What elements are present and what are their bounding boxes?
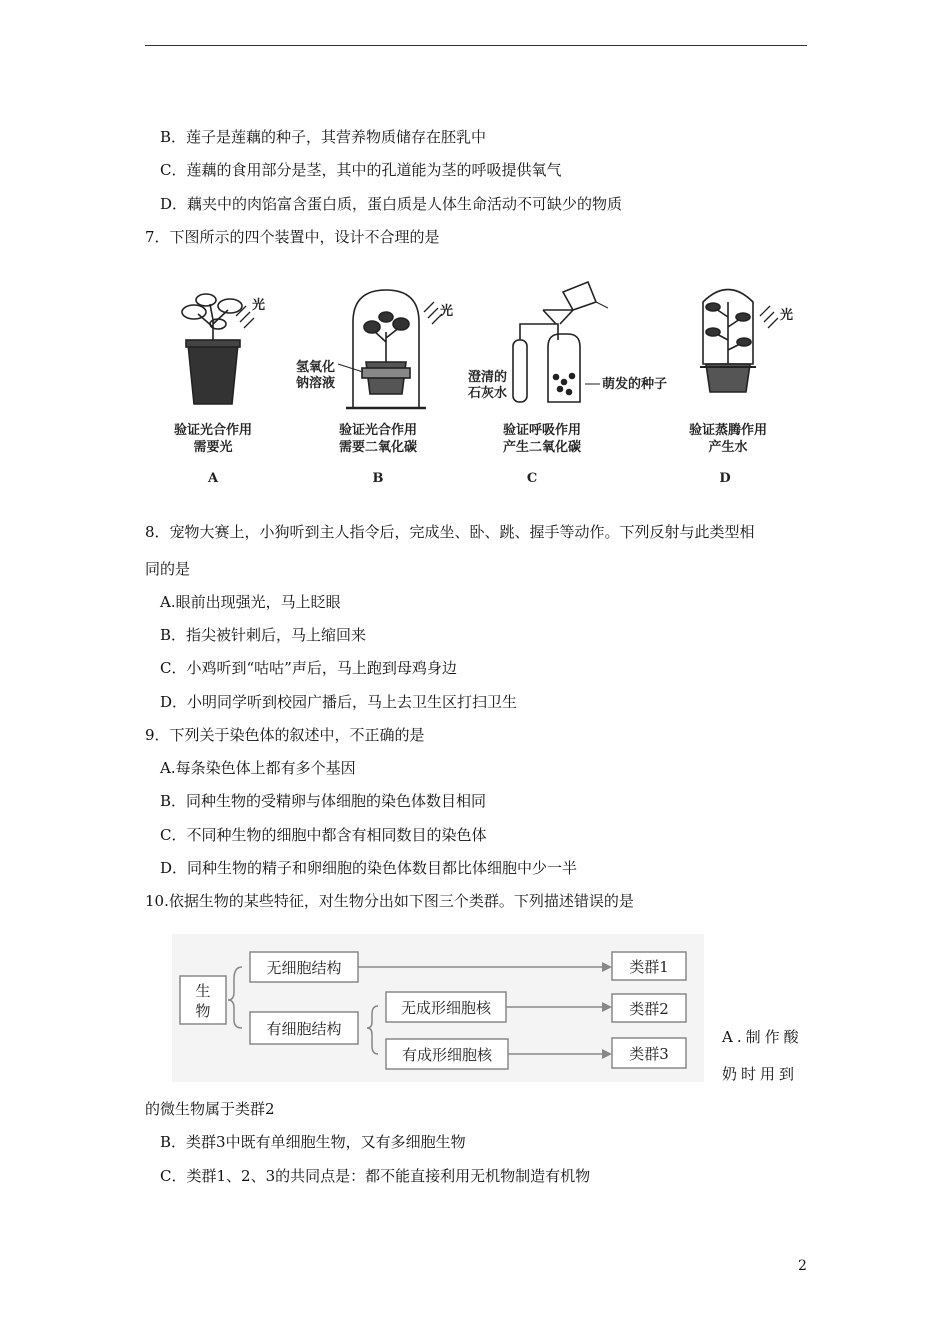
q6-option-b: B．莲子是莲藕的种子，其营养物质储存在胚乳中 (160, 128, 487, 146)
diagram-root-char2: 物 (195, 1002, 211, 1020)
q7-stem: 7．下图所示的四个装置中，设计不合理的是 (145, 228, 440, 246)
panel-a-caption2: 需要光 (193, 440, 233, 455)
q9-option-d: D．同种生物的精子和卵细胞的染色体数目都比体细胞中少一半 (160, 859, 578, 877)
diagram-no-cell-structure: 无细胞结构 (266, 959, 342, 977)
diagram-root-char1: 生 (195, 982, 211, 1000)
q10-classification-diagram (172, 934, 704, 1082)
q10-option-a-part2: 奶时用到 (722, 1065, 799, 1083)
panel-b-label1: 氢氧化 (296, 360, 336, 375)
q8-option-d: D．小明同学听到校园广播后，马上去卫生区打扫卫生 (160, 693, 518, 711)
q9-option-a: A.每条染色体上都有多个基因 (160, 759, 356, 777)
q10-option-b: B．类群3中既有单细胞生物，又有多细胞生物 (160, 1133, 466, 1151)
diagram-no-nucleus: 无成形细胞核 (400, 999, 492, 1017)
q7-apparatus-figure (148, 272, 804, 494)
panel-c-letter: C (526, 471, 538, 486)
panel-a-caption1: 验证光合作用 (173, 423, 253, 438)
panel-c-label1: 澄清的 (468, 370, 508, 385)
q9-option-c: C．不同种生物的细胞中都含有相同数目的染色体 (160, 826, 487, 844)
q6-option-c: C．莲藕的食用部分是茎，其中的孔道能为茎的呼吸提供氧气 (160, 161, 562, 179)
panel-c-respiration-apparatus-icon (513, 282, 608, 402)
panel-d-light-label: 光 (780, 308, 794, 323)
page-number: 2 (798, 1258, 807, 1274)
q9-stem: 9．下列关于染色体的叙述中，不正确的是 (145, 726, 425, 744)
q6-option-d: D．藕夹中的肉馅富含蛋白质，蛋白质是人体生命活动不可缺少的物质 (160, 195, 623, 213)
diagram-group1: 类群1 (629, 958, 669, 976)
panel-b-bell-jar-icon (338, 290, 442, 408)
panel-d-caption2: 产生水 (708, 440, 748, 455)
panel-d-caption1: 验证蒸腾作用 (688, 423, 768, 438)
panel-a-letter: A (207, 471, 219, 486)
panel-a-plant-icon (182, 294, 254, 404)
panel-b-caption1: 验证光合作用 (338, 423, 418, 438)
diagram-group2: 类群2 (629, 1000, 669, 1018)
panel-b-label2: 钠溶液 (296, 376, 336, 391)
q10-stem: 10.依据生物的某些特征，对生物分出如下图三个类群。下列描述错误的是 (145, 892, 634, 910)
q8-option-b: B．指尖被针刺后，马上缩回来 (160, 626, 367, 644)
panel-b-letter: B (372, 471, 384, 486)
panel-d-bagged-plant-icon (700, 290, 778, 393)
header-rule (145, 45, 807, 46)
panel-b-caption2: 需要二氧化碳 (338, 440, 418, 455)
q8-option-a: A.眼前出现强光，马上眨眼 (160, 593, 341, 611)
diagram-group3: 类群3 (629, 1045, 669, 1063)
panel-d-letter: D (719, 471, 731, 486)
q8-stem-line1: 8．宠物大赛上，小狗听到主人指令后，完成坐、卧、跳、握手等动作。下列反射与此类型相 (145, 523, 755, 541)
q8-stem-line2: 同的是 (145, 560, 191, 578)
q8-option-c: C．小鸡听到“咕咕”声后，马上跑到母鸡身边 (160, 659, 457, 677)
panel-c-caption2: 产生二氧化碳 (502, 440, 582, 455)
panel-b-light-label: 光 (440, 304, 454, 319)
q9-option-b: B．同种生物的受精卵与体细胞的染色体数目相同 (160, 792, 487, 810)
panel-a-light-label: 光 (252, 298, 266, 313)
diagram-has-nucleus: 有成形细胞核 (401, 1046, 493, 1064)
q10-option-a-part3: 的微生物属于类群2 (145, 1100, 275, 1118)
q10-option-a-part1: A.制作酸 (722, 1028, 803, 1046)
diagram-has-cell-structure: 有细胞结构 (266, 1020, 342, 1038)
panel-c-label3: 萌发的种子 (602, 377, 668, 392)
panel-c-label2: 石灰水 (468, 386, 508, 401)
panel-c-caption1: 验证呼吸作用 (502, 423, 582, 438)
q10-option-c: C．类群1、2、3的共同点是：都不能直接利用无机物制造有机物 (160, 1167, 591, 1185)
